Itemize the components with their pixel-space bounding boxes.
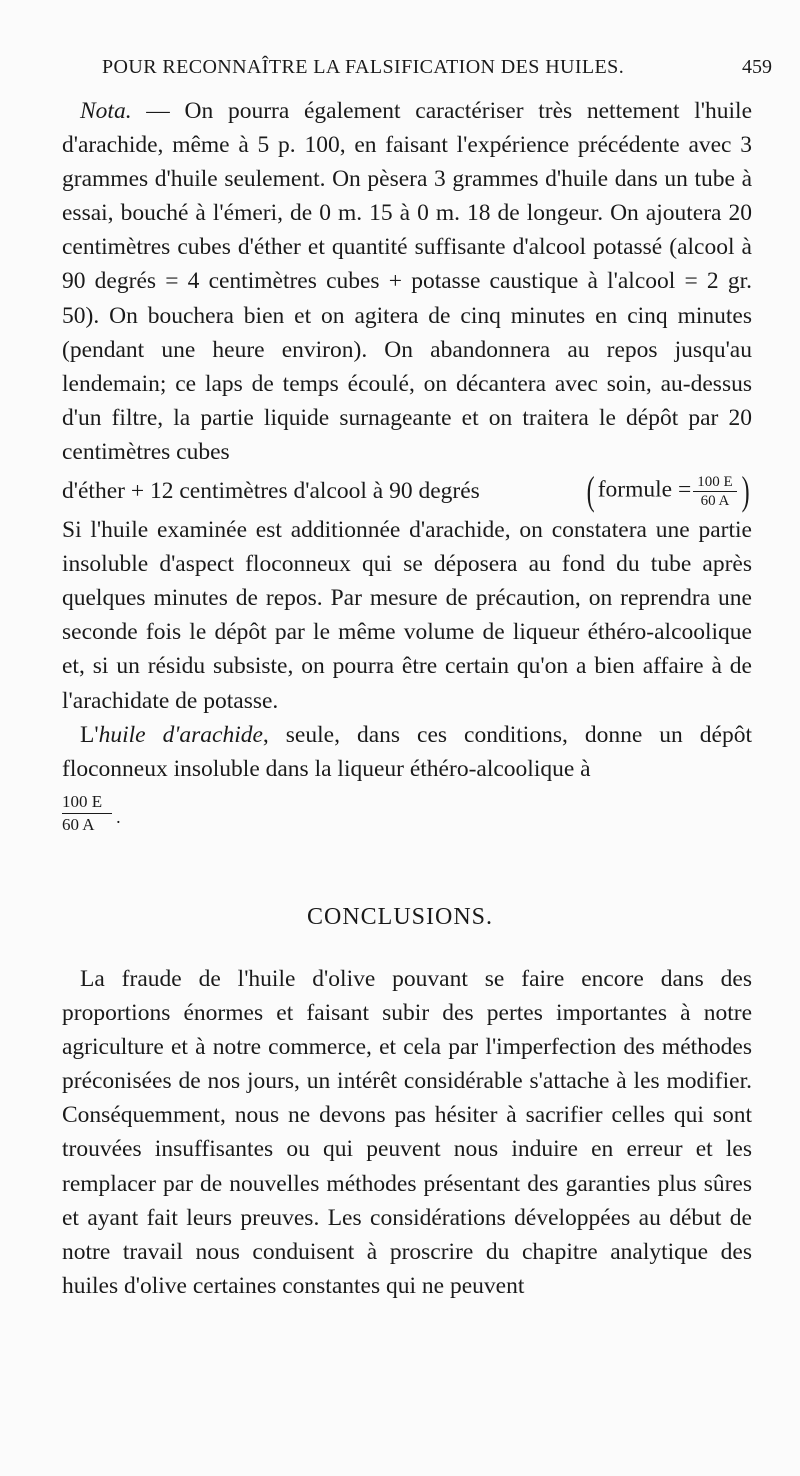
open-paren: ( bbox=[587, 468, 596, 514]
page-number: 459 bbox=[742, 56, 772, 78]
nota-paragraph bbox=[62, 94, 752, 469]
nota-paragraph-2: Si l'huile examinée est additionnée d'arachide, on constatera une partie insoluble d'aspect floconneux qui se déposera au fond du tube après quelques minutes de repos. Par mesure de précaution, on reprendra une seconde fois le dépôt par le même volume de liqueur éthéro-alcoolique et, si un résidu subsiste, on pourra être certain qu'on a bien affaire à de l'arachidate de potasse. bbox=[62, 517, 752, 714]
close-paren: ) bbox=[741, 468, 750, 514]
huile-fraction-numerator: 100 E bbox=[62, 791, 112, 814]
section-title: CONCLUSIONS. bbox=[306, 904, 494, 930]
formula-line-text: d'éther + 12 centimètres d'alcool à 90 degrés bbox=[62, 477, 480, 504]
huile-term: huile d'arachide bbox=[98, 721, 263, 748]
header-title: POUR RECONNAÎTRE LA FALSIFICATION DES HUILES. bbox=[102, 56, 625, 78]
nota-label: Nota. bbox=[80, 98, 132, 124]
fraction-period: . bbox=[116, 806, 121, 827]
formula-group bbox=[584, 468, 752, 514]
formula-numerator: 100 E bbox=[693, 473, 736, 492]
nota-section bbox=[62, 94, 752, 842]
formula-denominator: 60 A bbox=[700, 492, 730, 509]
huile-fraction-row bbox=[62, 786, 752, 842]
conclusions-paragraph: La fraude de l'huile d'olive pouvant se faire encore dans des proportions énormes et faisant subir des pertes importantes à notre agriculture et à notre commerce, et cela par l'imperfection des méthodes préconisées de nos jours, un intérêt considérable s'attache à les modifier. Conséquemment, nous ne devons pas hésiter à sacrifier celles qui sont trouvées insuffisantes ou qui peuvent nous induire en erreur et les remplacer par de nouvelles méthodes présentant des garanties plus sûres et ayant fait leurs preuves. Les considérations développées au début de notre travail nous conduisent à proscrire du chapitre analytique des huiles d'olive certaines constantes qui ne peuvent bbox=[62, 966, 752, 1299]
nota-text-1: — On pourra également caractériser très nettement l'huile d'arachide, même à 5 p. 100, en faisant l'expérience précédente avec 3 grammes d'huile seulement. On pèsera 3 grammes d'huile dans un tube à essai, bouché à l'émeri, de 0 m. 15 à 0 m. 18 de longeur. On ajoutera 20 centimètres cubes d'éther et quantité suffisante d'alcool potassé (alcool à 90 degrés = 4 centimètres cubes + potasse caustique à l'alcool = 2 gr. 50). On bouchera bien et on agitera de cinq minutes en cinq minutes (pendant une heure environ). On abandonnera au repos jusqu'au lendemain; ce laps de temps écoulé, on décantera avec soin, au-dessus d'un filtre, la partie liquide surnageante et on traitera le dépôt par 20 centimètres cubes bbox=[62, 98, 752, 465]
formula-label: formule = bbox=[597, 476, 692, 503]
huile-fraction-denominator: 60 A bbox=[62, 815, 95, 835]
formula-line bbox=[62, 469, 752, 513]
huile-text: , seule, dans ces conditions, donne un dépôt floconneux insoluble dans la liqueur éthéro-alcoolique à bbox=[62, 721, 752, 782]
huile-paragraph bbox=[62, 718, 752, 786]
running-header bbox=[62, 56, 772, 92]
huile-article: L' bbox=[80, 721, 99, 748]
formula-fraction bbox=[693, 473, 736, 510]
huile-fraction bbox=[62, 791, 112, 836]
